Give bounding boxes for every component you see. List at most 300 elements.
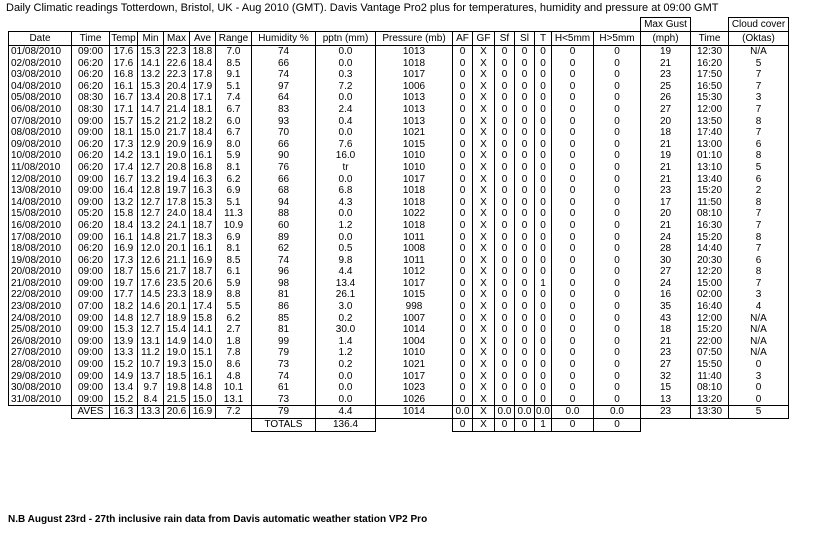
cell-humidity: 96: [252, 266, 316, 278]
footnote: N.B August 23rd - 27th inclusive rain data from Davis automatic weather station VP2 Pro: [8, 514, 428, 525]
cell-t: 0: [535, 197, 552, 209]
cell-date: 22/08/2010: [9, 289, 72, 301]
cell-sf: 0: [495, 324, 515, 336]
cell-ave: 15.8: [190, 313, 216, 325]
cell-h-gt5mm: 0: [594, 116, 641, 128]
col-header-cloud-oktas: (Oktas): [729, 32, 789, 46]
cell-ave: 18.3: [190, 232, 216, 244]
cell-sl: 0: [515, 208, 535, 220]
cell-cloud-oktas: 5: [729, 58, 789, 70]
cell-ave: 16.3: [190, 174, 216, 186]
averages-row: [9, 406, 789, 419]
avg-range: 7.2: [216, 406, 252, 419]
cell-min: 12.7: [138, 313, 164, 325]
cell-time: 07:00: [72, 301, 110, 313]
cell-min: 10.7: [138, 359, 164, 371]
cell-ave: 16.9: [190, 139, 216, 151]
cell-cloud-oktas: 3: [729, 371, 789, 383]
cell-range: 2.7: [216, 324, 252, 336]
cell-t: 0: [535, 232, 552, 244]
total-t: 1: [535, 419, 552, 432]
cell-gf: X: [473, 289, 495, 301]
cell-sf: 0: [495, 185, 515, 197]
cell-range: 8.1: [216, 162, 252, 174]
cell-max: 21.2: [164, 116, 190, 128]
cell-sl: 0: [515, 336, 535, 348]
cell-time: 06:20: [72, 139, 110, 151]
cell-h-lt5mm: 0: [552, 278, 594, 290]
cell-gust-time: 12:00: [691, 313, 729, 325]
cell-pptn: 13.4: [316, 278, 376, 290]
cell-temp: 13.2: [110, 197, 138, 209]
cell-date: 03/08/2010: [9, 69, 72, 81]
avg-ave: 16.9: [190, 406, 216, 419]
cell-gf: X: [473, 243, 495, 255]
cell-temp: 17.3: [110, 255, 138, 267]
table-row: [9, 394, 789, 406]
cell-pptn: 4.3: [316, 197, 376, 209]
col-header-sf: Sf: [495, 32, 515, 46]
cell-time: 06:20: [72, 243, 110, 255]
cell-pptn: tr: [316, 162, 376, 174]
avg-temp: 16.3: [110, 406, 138, 419]
cell-gust-time: 13:50: [691, 116, 729, 128]
page-title: Daily Climatic readings Totterdown, Bristol, UK - Aug 2010 (GMT). Davis Vantage Pro2 plus for temperatures, humidity and pressure at 09:00 GMT: [6, 2, 719, 14]
cell-gf: X: [473, 371, 495, 383]
cell-h-gt5mm: 0: [594, 174, 641, 186]
cell-humidity: 76: [252, 162, 316, 174]
cell-date: 30/08/2010: [9, 382, 72, 394]
cell-time: 09:00: [72, 174, 110, 186]
cell-temp: 16.1: [110, 81, 138, 93]
cloud-cover-header: Cloud cover: [729, 18, 789, 32]
cell-time: 08:30: [72, 104, 110, 116]
cell-max: 19.0: [164, 150, 190, 162]
table-row: [9, 174, 789, 186]
table-row: [9, 371, 789, 383]
cell-time: 09:00: [72, 46, 110, 58]
cell-date: 26/08/2010: [9, 336, 72, 348]
cell-pressure: 1017: [376, 371, 453, 383]
cell-ave: 16.9: [190, 255, 216, 267]
cell-gf: X: [473, 162, 495, 174]
cell-max: 21.7: [164, 266, 190, 278]
avg-h-lt5mm: 0.0: [552, 406, 594, 419]
cell-t: 0: [535, 243, 552, 255]
cell-temp: 16.1: [110, 232, 138, 244]
cell-temp: 17.1: [110, 104, 138, 116]
cell-max: 24.0: [164, 208, 190, 220]
avg-sl: 0.0: [515, 406, 535, 419]
cell-ave: 15.3: [190, 197, 216, 209]
cell-sf: 0: [495, 289, 515, 301]
cell-sf: 0: [495, 336, 515, 348]
cell-sl: 0: [515, 394, 535, 406]
cell-temp: 17.4: [110, 162, 138, 174]
cell-gust-time: 15:20: [691, 324, 729, 336]
cell-gust-mph: 23: [641, 347, 691, 359]
cell-time: 09:00: [72, 313, 110, 325]
avg-pptn: 4.4: [316, 406, 376, 419]
cell-gust-mph: 27: [641, 104, 691, 116]
cell-humidity: 89: [252, 232, 316, 244]
cell-gust-time: 14:40: [691, 243, 729, 255]
cell-pptn: 0.3: [316, 69, 376, 81]
cell-h-gt5mm: 0: [594, 81, 641, 93]
cell-range: 8.6: [216, 359, 252, 371]
cell-sf: 0: [495, 46, 515, 58]
cell-sl: 0: [515, 313, 535, 325]
cell-sl: 0: [515, 162, 535, 174]
cell-af: 0: [453, 92, 473, 104]
cell-sf: 0: [495, 197, 515, 209]
cell-gust-mph: 18: [641, 324, 691, 336]
cell-gf: X: [473, 278, 495, 290]
cell-range: 8.5: [216, 58, 252, 70]
cell-min: 15.3: [138, 81, 164, 93]
table-row: [9, 324, 789, 336]
cell-af: 0: [453, 174, 473, 186]
cell-cloud-oktas: 6: [729, 255, 789, 267]
total-h-gt5mm: 0: [594, 419, 641, 432]
cell-h-lt5mm: 0: [552, 243, 594, 255]
cell-pressure: 1018: [376, 197, 453, 209]
avg-min: 13.3: [138, 406, 164, 419]
cell-time: 06:20: [72, 150, 110, 162]
cell-pressure: 1013: [376, 92, 453, 104]
cell-cloud-oktas: 8: [729, 197, 789, 209]
cell-pptn: 0.2: [316, 359, 376, 371]
cell-humidity: 66: [252, 58, 316, 70]
cell-gf: X: [473, 301, 495, 313]
cell-af: 0: [453, 150, 473, 162]
cell-time: 09:00: [72, 289, 110, 301]
cell-temp: 17.7: [110, 289, 138, 301]
cell-pressure: 1010: [376, 347, 453, 359]
cell-pptn: 7.6: [316, 139, 376, 151]
cell-sf: 0: [495, 162, 515, 174]
cell-humidity: 93: [252, 116, 316, 128]
cell-cloud-oktas: 7: [729, 69, 789, 81]
cell-pptn: 0.0: [316, 208, 376, 220]
cell-temp: 17.6: [110, 46, 138, 58]
cell-pptn: 6.8: [316, 185, 376, 197]
cell-h-lt5mm: 0: [552, 266, 594, 278]
cell-h-lt5mm: 0: [552, 382, 594, 394]
cell-h-gt5mm: 0: [594, 104, 641, 116]
table-row: [9, 58, 789, 70]
cell-sf: 0: [495, 220, 515, 232]
cell-h-lt5mm: 0: [552, 336, 594, 348]
cell-date: 10/08/2010: [9, 150, 72, 162]
cell-gf: X: [473, 116, 495, 128]
cell-pptn: 0.0: [316, 46, 376, 58]
cell-sl: 0: [515, 116, 535, 128]
cell-min: 12.7: [138, 324, 164, 336]
cell-range: 8.5: [216, 255, 252, 267]
cell-date: 13/08/2010: [9, 185, 72, 197]
avg-t: 0.0: [536, 406, 550, 418]
cell-range: 5.1: [216, 197, 252, 209]
cell-min: 12.9: [138, 139, 164, 151]
cell-gust-mph: 27: [641, 359, 691, 371]
cell-pptn: 2.4: [316, 104, 376, 116]
cell-h-gt5mm: 0: [594, 185, 641, 197]
cell-pressure: 1014: [376, 324, 453, 336]
cell-pressure: 1011: [376, 255, 453, 267]
cell-range: 5.5: [216, 301, 252, 313]
cell-min: 12.0: [138, 243, 164, 255]
cell-min: 15.0: [138, 127, 164, 139]
cell-sl: 0: [515, 255, 535, 267]
cell-gust-mph: 21: [641, 336, 691, 348]
cell-gf: X: [473, 394, 495, 406]
cell-h-lt5mm: 0: [552, 174, 594, 186]
cell-pptn: 1.4: [316, 336, 376, 348]
total-h-lt5mm: 0: [552, 419, 594, 432]
cell-sl: 0: [515, 185, 535, 197]
cell-ave: 16.1: [190, 150, 216, 162]
cell-temp: 14.8: [110, 313, 138, 325]
cell-min: 13.2: [138, 69, 164, 81]
cell-time: 09:00: [72, 266, 110, 278]
cell-sl: 0: [515, 92, 535, 104]
cell-date: 08/08/2010: [9, 127, 72, 139]
cell-gust-mph: 16: [641, 289, 691, 301]
cell-sl: 0: [515, 150, 535, 162]
cell-gf: X: [473, 208, 495, 220]
cell-ave: 18.8: [190, 46, 216, 58]
cell-min: 15.6: [138, 266, 164, 278]
cell-time: 09:00: [72, 394, 110, 406]
cell-h-lt5mm: 0: [552, 58, 594, 70]
cell-pptn: 0.4: [316, 116, 376, 128]
cell-temp: 19.7: [110, 278, 138, 290]
cell-gust-mph: 32: [641, 371, 691, 383]
cell-h-gt5mm: 0: [594, 278, 641, 290]
cell-cloud-oktas: 0: [729, 382, 789, 394]
table-row: [9, 359, 789, 371]
cell-t: 0: [535, 220, 552, 232]
cell-cloud-oktas: 7: [729, 127, 789, 139]
cell-af: 0: [453, 185, 473, 197]
cell-sl: 0: [515, 301, 535, 313]
cell-h-lt5mm: 0: [552, 255, 594, 267]
cell-sf: 0: [495, 150, 515, 162]
cell-af: 0: [453, 324, 473, 336]
cell-max: 21.7: [164, 232, 190, 244]
cell-date: 29/08/2010: [9, 371, 72, 383]
cell-t: 0: [535, 359, 552, 371]
table-row: [9, 243, 789, 255]
cell-gust-time: 16:30: [691, 220, 729, 232]
cell-max: 20.1: [164, 301, 190, 313]
cell-h-lt5mm: 0: [552, 301, 594, 313]
cell-h-gt5mm: 0: [594, 127, 641, 139]
cell-h-lt5mm: 0: [552, 139, 594, 151]
cell-cloud-oktas: N/A: [729, 347, 789, 359]
cell-range: 13.1: [216, 394, 252, 406]
cell-range: 5.9: [216, 150, 252, 162]
cell-sf: 0: [495, 208, 515, 220]
cell-gf: X: [473, 197, 495, 209]
cell-h-gt5mm: 0: [594, 382, 641, 394]
cell-sf: 0: [495, 174, 515, 186]
cell-sf: 0: [495, 301, 515, 313]
cell-ave: 16.1: [190, 371, 216, 383]
cell-h-lt5mm: 0: [552, 185, 594, 197]
cell-pressure: 1017: [376, 278, 453, 290]
cell-time: 06:20: [72, 81, 110, 93]
cell-sf: 0: [495, 58, 515, 70]
cell-h-gt5mm: 0: [594, 336, 641, 348]
table-row: [9, 81, 789, 93]
cell-sl: 0: [515, 232, 535, 244]
cell-date: 16/08/2010: [9, 220, 72, 232]
cell-min: 13.2: [138, 174, 164, 186]
cell-h-gt5mm: 0: [594, 243, 641, 255]
cell-gust-mph: 21: [641, 162, 691, 174]
avg-h-gt5mm: 0.0: [594, 406, 641, 419]
cell-pptn: 0.5: [316, 243, 376, 255]
cell-t: 0: [535, 46, 552, 58]
cell-gust-mph: 15: [641, 382, 691, 394]
cell-min: 12.7: [138, 162, 164, 174]
max-gust-header: Max Gust: [641, 18, 691, 32]
cell-humidity: 60: [252, 220, 316, 232]
cell-gf: X: [473, 266, 495, 278]
cell-gust-mph: 35: [641, 301, 691, 313]
cell-sl: 0: [515, 220, 535, 232]
cell-t: 0: [535, 371, 552, 383]
cell-pressure: 1013: [376, 104, 453, 116]
cell-min: 12.7: [138, 208, 164, 220]
cell-date: 17/08/2010: [9, 232, 72, 244]
cell-pressure: 1018: [376, 58, 453, 70]
cell-gust-time: 08:10: [691, 208, 729, 220]
cell-gf: X: [473, 104, 495, 116]
col-header-min: Min: [138, 32, 164, 46]
cell-max: 19.8: [164, 382, 190, 394]
cell-time: 09:00: [72, 359, 110, 371]
cell-t: 0: [535, 255, 552, 267]
cell-temp: 14.2: [110, 150, 138, 162]
cell-af: 0: [453, 266, 473, 278]
cell-t: 0: [535, 301, 552, 313]
cell-gust-time: 17:50: [691, 69, 729, 81]
cell-max: 23.3: [164, 289, 190, 301]
averages-label: AVES: [72, 406, 110, 419]
cell-range: 6.0: [216, 116, 252, 128]
cell-humidity: 73: [252, 359, 316, 371]
cell-sl: 0: [515, 266, 535, 278]
avg-gust-time: 13:30: [691, 406, 729, 419]
cell-h-gt5mm: 0: [594, 232, 641, 244]
cell-sf: 0: [495, 243, 515, 255]
cell-gust-time: 15:20: [691, 232, 729, 244]
cell-range: 7.4: [216, 92, 252, 104]
cell-gust-time: 15:00: [691, 278, 729, 290]
cell-pptn: 0.0: [316, 371, 376, 383]
cell-humidity: 99: [252, 336, 316, 348]
cell-cloud-oktas: 8: [729, 116, 789, 128]
cell-gust-time: 13:40: [691, 174, 729, 186]
cell-max: 20.9: [164, 139, 190, 151]
cell-max: 21.1: [164, 255, 190, 267]
cell-humidity: 85: [252, 313, 316, 325]
cell-pptn: 16.0: [316, 150, 376, 162]
cell-date: 15/08/2010: [9, 208, 72, 220]
cell-af: 0: [453, 232, 473, 244]
cell-gf: X: [473, 46, 495, 58]
cell-gf: X: [473, 382, 495, 394]
cell-sf: 0: [495, 139, 515, 151]
cell-h-lt5mm: 0: [552, 324, 594, 336]
col-header-max: Max: [164, 32, 190, 46]
table-row: [9, 139, 789, 151]
header-top-row: [9, 18, 789, 32]
cell-gust-mph: 18: [641, 127, 691, 139]
cell-af: 0: [453, 371, 473, 383]
total-sl: 0: [515, 419, 535, 432]
total-sf: 0: [495, 419, 515, 432]
cell-t: 0: [535, 289, 552, 301]
cell-pressure: 1013: [376, 46, 453, 58]
column-header-row: [9, 32, 789, 46]
cell-date: 19/08/2010: [9, 255, 72, 267]
cell-range: 10.9: [216, 220, 252, 232]
col-header-time: Time: [72, 32, 110, 46]
cell-sl: 0: [515, 371, 535, 383]
cell-af: 0: [453, 104, 473, 116]
cell-t: 0: [535, 150, 552, 162]
cell-date: 28/08/2010: [9, 359, 72, 371]
cell-sf: 0: [495, 359, 515, 371]
cell-h-gt5mm: 0: [594, 371, 641, 383]
cell-t: 0: [535, 208, 552, 220]
cell-cloud-oktas: N/A: [729, 46, 789, 58]
cell-date: 02/08/2010: [9, 58, 72, 70]
cell-time: 09:00: [72, 116, 110, 128]
cell-h-gt5mm: 0: [594, 289, 641, 301]
cell-h-lt5mm: 0: [552, 220, 594, 232]
cell-h-gt5mm: 0: [594, 359, 641, 371]
cell-h-lt5mm: 0: [552, 81, 594, 93]
avg-cloud-oktas: 5: [729, 406, 789, 419]
cell-date: 14/08/2010: [9, 197, 72, 209]
cell-cloud-oktas: 7: [729, 104, 789, 116]
cell-t: 1: [535, 278, 552, 290]
cell-h-gt5mm: 0: [594, 92, 641, 104]
col-header-pressure: Pressure (mb): [376, 32, 453, 46]
table-row: [9, 46, 789, 58]
cell-gf: X: [473, 127, 495, 139]
cell-t: 0: [535, 104, 552, 116]
cell-af: 0: [453, 197, 473, 209]
cell-gf: X: [473, 347, 495, 359]
cell-range: 6.7: [216, 104, 252, 116]
table-row: [9, 301, 789, 313]
cell-pptn: 0.0: [316, 127, 376, 139]
cell-af: 0: [453, 394, 473, 406]
cell-sl: 0: [515, 127, 535, 139]
cell-min: 13.4: [138, 92, 164, 104]
cell-af: 0: [453, 289, 473, 301]
cell-range: 10.1: [216, 382, 252, 394]
cell-humidity: 74: [252, 255, 316, 267]
cell-temp: 16.4: [110, 185, 138, 197]
cell-temp: 15.3: [110, 324, 138, 336]
